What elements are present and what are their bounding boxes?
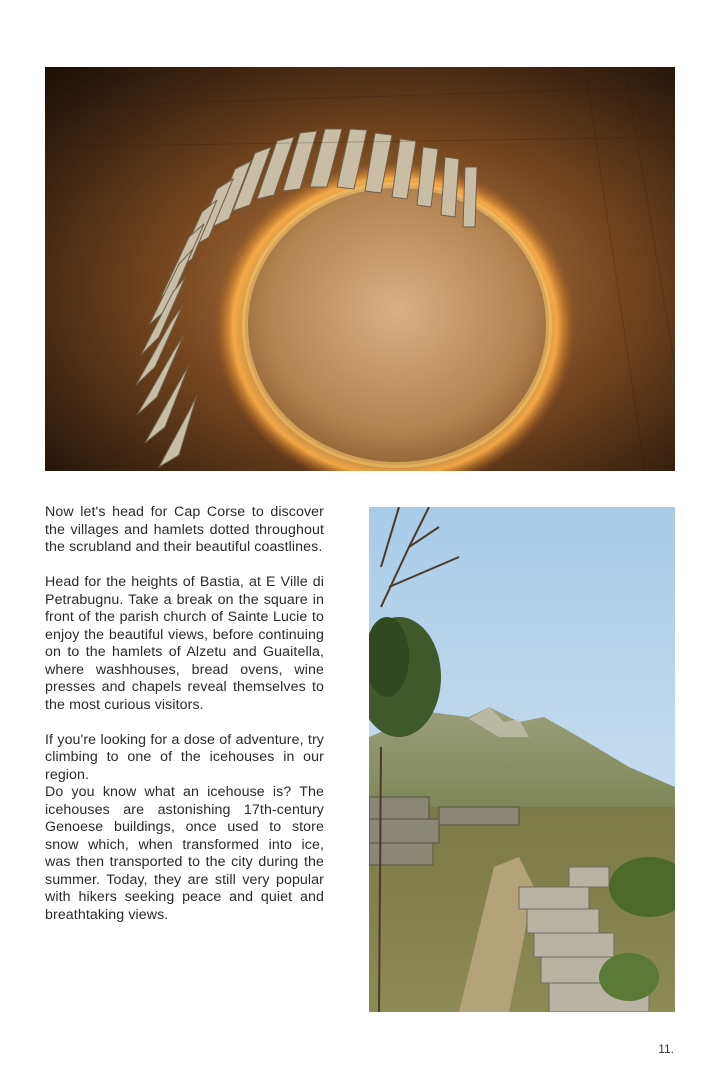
mountain-stone-path-photo-icon <box>369 507 675 1012</box>
paragraph-adventure: If you're looking for a dose of adventure, try climbing to one of the icehouses in our region. <box>45 731 324 783</box>
icehouse-photo <box>45 67 675 471</box>
icehouse-spiral-staircase-photo-icon <box>45 67 675 471</box>
page-number: 11. <box>658 1042 674 1056</box>
mountain-path-photo <box>369 507 675 1012</box>
paragraph-cap-corse: Now let's head for Cap Corse to discover the villages and hamlets dotted throughout the scrubland and their beautiful coastlines. <box>45 504 324 555</box>
body-text <box>45 504 324 942</box>
paragraph-icehouse: Do you know what an icehouse is? The icehouses are astonishing 17th-century Genoese buildings, once used to store snow which, when transformed into ice, was then transported to the city during the summer. Today, they are still very popular with hikers seeking peace and quiet and breathtaking views. <box>45 784 324 923</box>
paragraph-bastia-heights: Head for the heights of Bastia, at E Ville di Petrabugnu. Take a break on the square in front of the parish church of Sainte Lucie to enjoy the beautiful views, before continuing on to the hamlets of Alzetu and Guaitella, where washhouses, bread ovens, wine presses and chapels reveal themselves to the most curious visitors. <box>45 574 324 713</box>
